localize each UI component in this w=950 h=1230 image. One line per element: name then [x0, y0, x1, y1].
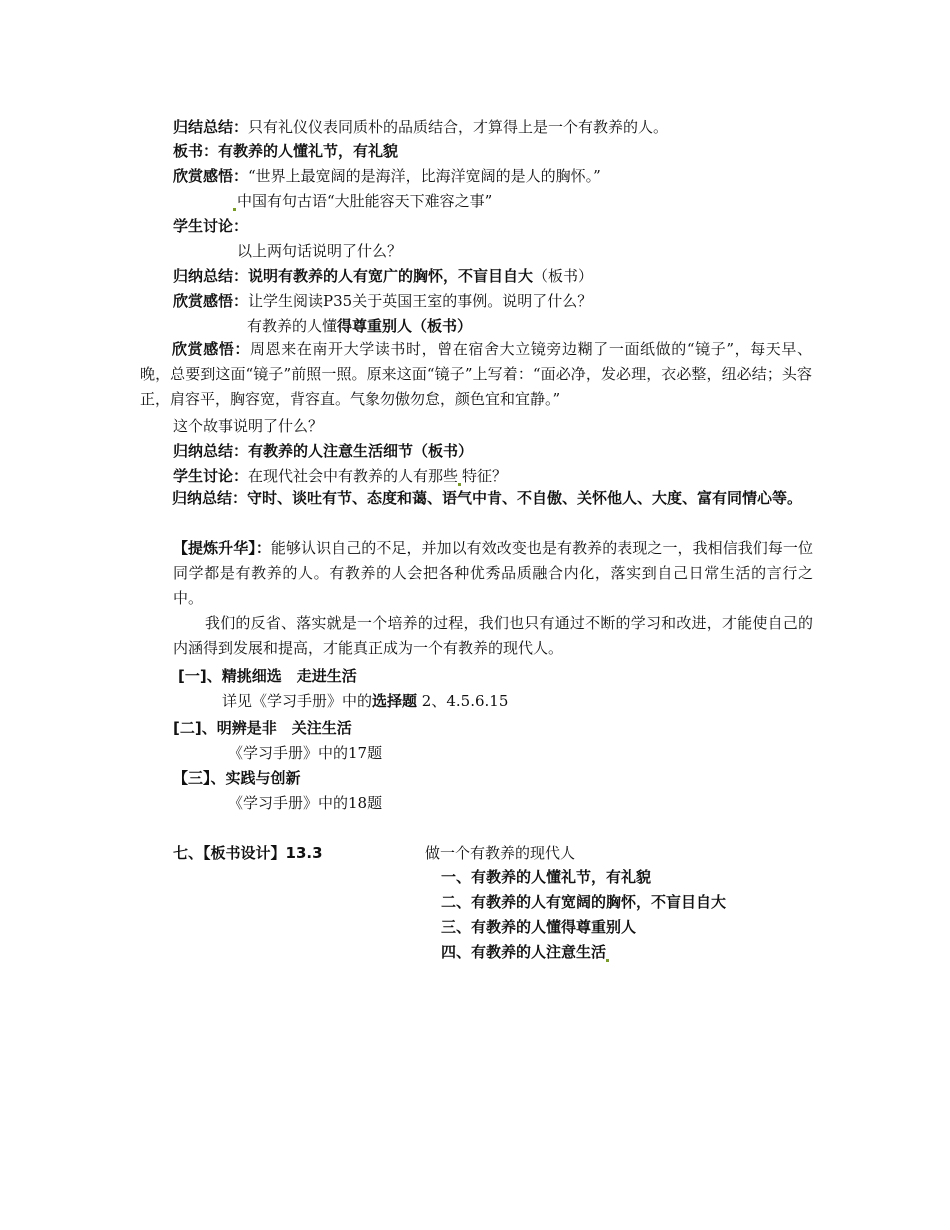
- label: 欣赏感悟：: [173, 167, 249, 185]
- label: 欣赏感悟：: [172, 340, 251, 358]
- appreciation-2: [173, 291, 592, 311]
- board-note-2: [247, 316, 472, 336]
- appreciation-1: [173, 166, 601, 186]
- exercise-3-title: 【三】、实践与创新: [173, 769, 301, 787]
- text: 能够认识自己的不足，并加以有效改变也是有教养的表现之一，我相信我们每一位同学都是有教养的人。有教养的人会把各种优秀品质融合内化，落实到自己日常生活的言行之中。: [173, 539, 813, 607]
- board-design-title: 做一个有教养的现代人: [425, 844, 576, 862]
- text: 只有礼仪仪表同质朴的品质结合，才算得上是一个有教养的人。: [248, 118, 669, 136]
- exercise-2-detail: 《学习手册》中的17题: [228, 744, 383, 762]
- reflection-paragraph: 我们的反省、落实就是一个培养的过程，我们也只有通过不断的学习和改进，才能使自己的内涵得到发展和提高，才能真正成为一个有教养的现代人。: [173, 614, 813, 657]
- text: 中国有句古语“大肚能容天下难容之事”: [237, 192, 493, 210]
- label: 学生讨论：: [173, 467, 249, 485]
- proverb-line: [233, 191, 492, 211]
- discussion-label: 学生讨论：: [173, 217, 249, 235]
- board-design-heading: 七、【板书设计】13.3: [173, 844, 323, 862]
- exercise-2-title: [二]、明辨是非 关注生活: [173, 719, 352, 737]
- exercise-1-detail: [222, 691, 508, 711]
- story-paragraph: [140, 337, 812, 412]
- text: 详见《学习手册》中的: [222, 692, 373, 710]
- summary-line-3: 归纳总结：有教养的人注意生活细节（板书）: [173, 442, 474, 460]
- text: “世界上最宽阔的是海洋，比海洋宽阔的是人的胸怀。”: [248, 167, 601, 185]
- text2: 特征？: [462, 467, 508, 485]
- text: 让学生阅读P35关于英国王室的事例。说明了什么？: [248, 292, 593, 310]
- text: 有教养的人懂: [247, 317, 338, 335]
- label: 归纳总结：: [173, 267, 249, 285]
- exercise-1-title: [一]、精挑细选 走进生活: [178, 667, 357, 685]
- text2: 2、4.5.6.15: [417, 692, 509, 710]
- text: 周恩来在南开大学读书时，曾在宿舍大立镜旁边糊了一面纸做的“镜子”，每天早、晚，总要到这面“镜子”前照一照。原来这面“镜子”上写着：“面必净，发必理，衣必整，纽必结；头容正，肩容平，胸容宽，背容直。气象勿傲勿怠，颜色宜和宜静。”: [140, 340, 812, 408]
- refine-paragraph: [173, 536, 813, 611]
- summary-line-1: [173, 117, 668, 137]
- edit-mark: [606, 959, 609, 962]
- question-line: 以上两句话说明了什么？: [237, 242, 403, 260]
- text: 四、有教养的人注意生活: [441, 943, 607, 961]
- discussion-line: [173, 466, 507, 486]
- exercise-3-detail: 《学习手册》中的18题: [228, 794, 383, 812]
- bold-text: 选择题: [372, 692, 418, 710]
- label: 欣赏感悟：: [173, 292, 249, 310]
- board-item-2: 二、有教养的人有宽阔的胸怀，不盲目自大: [441, 893, 727, 911]
- board-item-1: 一、有教养的人懂礼节，有礼貌: [441, 868, 652, 886]
- summary-line-2: [173, 266, 593, 286]
- board-note-1: 板书：有教养的人懂礼节，有礼貌: [173, 142, 399, 160]
- summary-paragraph: 归纳总结：守时、谈吐有节、态度和蔼、语气中肯、不自傲、关怀他人、大度、富有同情心等。: [172, 489, 803, 507]
- label: 归结总结：: [173, 118, 249, 136]
- bold-text: 说明有教养的人有宽广的胸怀，不盲目自大: [248, 267, 534, 285]
- label: 【提炼升华】：: [173, 539, 271, 557]
- text: 在现代社会中有教养的人有那些: [248, 467, 459, 485]
- board-item-3: 三、有教养的人懂得尊重别人: [441, 918, 637, 936]
- tail: （板书）: [533, 267, 594, 285]
- edit-mark: [233, 208, 236, 211]
- story-question: 这个故事说明了什么？: [173, 417, 324, 435]
- bold-text: 得尊重别人（板书）: [337, 317, 473, 335]
- board-item-4: [441, 942, 610, 962]
